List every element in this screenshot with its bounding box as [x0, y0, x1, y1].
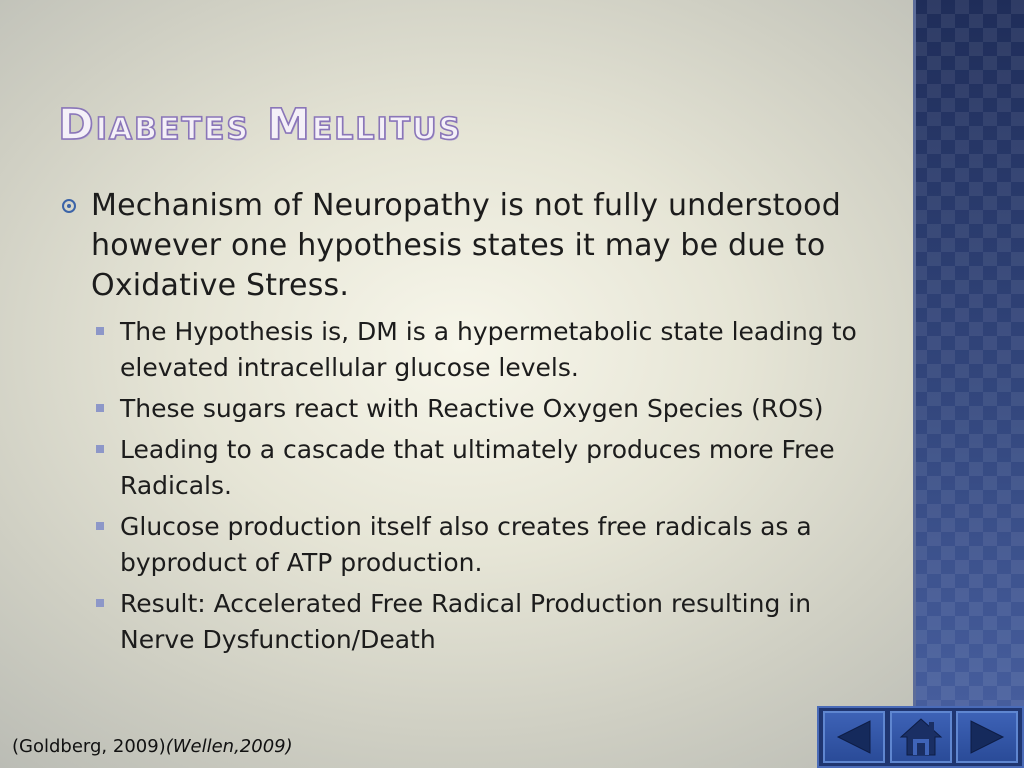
sub-bullet-text: Glucose production itself also creates free radicals as a byproduct of ATP production. [120, 512, 812, 577]
home-icon [898, 716, 944, 758]
main-bullet [62, 186, 862, 306]
next-slide-button[interactable] [956, 711, 1018, 763]
slide-content [62, 186, 862, 663]
square-bullet-icon [96, 327, 104, 335]
square-bullet-icon [96, 522, 104, 530]
next-arrow-icon [965, 717, 1009, 757]
previous-arrow-icon [832, 717, 876, 757]
circle-bullet-icon [62, 199, 76, 213]
sub-bullet-item [96, 509, 862, 581]
sub-bullet-text: These sugars react with Reactive Oxygen Species (ROS) [120, 394, 824, 423]
sub-bullet-item [96, 432, 862, 504]
sub-bullet-text: The Hypothesis is, DM is a hypermetabolic state leading to elevated intracellular glucose levels. [120, 317, 857, 382]
sub-bullet-text: Leading to a cascade that ultimately produces more Free Radicals. [120, 435, 835, 500]
citation [12, 736, 293, 757]
sub-bullet-item [96, 391, 862, 427]
previous-slide-button[interactable] [823, 711, 885, 763]
slide-navigation [817, 706, 1024, 768]
sub-bullet-item [96, 586, 862, 658]
decorative-side-band [913, 0, 1024, 768]
home-button[interactable] [890, 711, 952, 763]
sub-bullet-list [62, 314, 862, 658]
square-bullet-icon [96, 599, 104, 607]
square-bullet-icon [96, 404, 104, 412]
sub-bullet-text: Result: Accelerated Free Radical Production resulting in Nerve Dysfunction/Death [120, 589, 812, 654]
sub-bullet-item [96, 314, 862, 386]
main-bullet-text: Mechanism of Neuropathy is not fully understood however one hypothesis states it may be due to Oxidative Stress. [91, 188, 841, 303]
citation-goldberg: (Goldberg, 2009) [12, 736, 166, 757]
citation-wellen: (Wellen,2009) [165, 736, 293, 757]
slide-title: Diabetes Mellitus [58, 100, 463, 150]
square-bullet-icon [96, 445, 104, 453]
